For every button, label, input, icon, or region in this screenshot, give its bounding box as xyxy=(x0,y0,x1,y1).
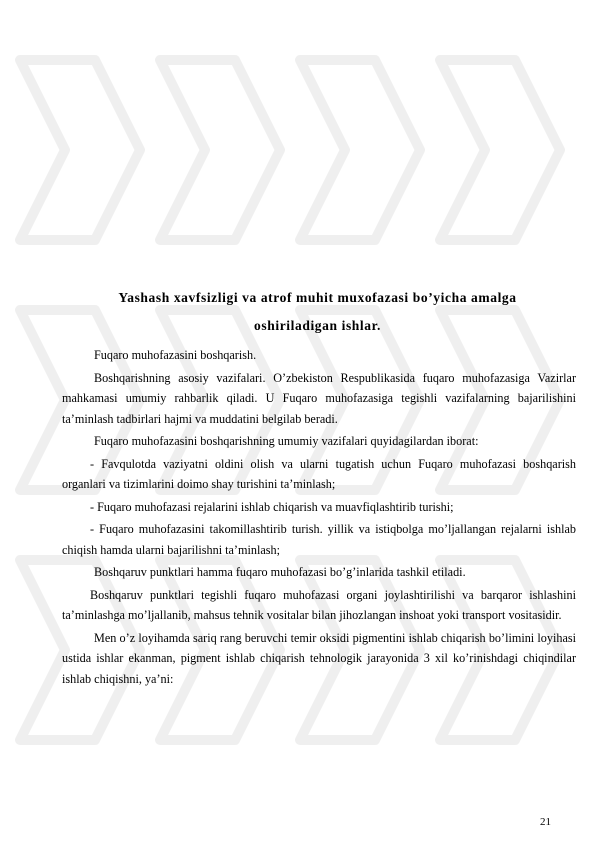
paragraph-control-points-definition: Boshqaruv punktlari tegishli fuqaro muhofazasi organi joylashtirilishi va barqaror ishlashini ta’minlashga mo’ljallanib, mahsus tehnik vositalar bilan jihozlangan inshoat yoki transport vositasidir. xyxy=(62,587,576,622)
title-line-1: Yashash xavfsizligi va atrof muhit muxofazasi bo’yicha amalga xyxy=(118,290,517,305)
list-item-plans: - Fuqaro muhofazasi rejalarini ishlab chiqarish va muavfiqlashtirib turishi; xyxy=(90,499,454,514)
paragraph-main-tasks: Boshqarishning asosiy vazifalari. O’zbekiston Respublikasida fuqaro muhofazasiga Vazirlar mahkamasi umumiy rahbarlik qiladi. U Fuqaro muhofazasiga tegishli vazifalarning bajarilishini ta’minlash tadbirlari hajmi va muddatini belgilab beradi. xyxy=(62,370,576,426)
list-item-improvement: - Fuqaro muhofazasini takomillashtirib turish. yillik va istiqbolga mo’ljallangan rejalarni ishlab chiqish hamda ularni bajarilishni ta’minlash; xyxy=(62,522,576,557)
paragraph-project-waste: Men o’z loyihamda sariq rang beruvchi temir oksidi pigmentini ishlab chiqarish bo’limini loyihasi ustida ishlar ekanman, pigment ishlab chiqarish tehnologik jarayonida 3 xil ko’rinishdagi chiqindilar ishlab chiqishni, ya’ni: xyxy=(62,630,576,686)
document-title xyxy=(60,284,575,340)
paragraph-heading-management: Fuqaro muhofazasini boshqarish. xyxy=(94,348,257,362)
page-number: 21 xyxy=(540,816,551,828)
document-body xyxy=(62,345,576,691)
list-item-readiness: - Favqulotda vaziyatni oldini olish va ularni tugatish uchun Fuqaro muhofazasi boshqarish organlari va tizimlarini doimo shay turishini ta’minlash; xyxy=(62,456,576,491)
paragraph-general-tasks-intro: Fuqaro muhofazasini boshqarishning umumiy vazifalari quyidagilardan iborat: xyxy=(94,434,479,448)
title-line-2: oshiriladigan ishlar. xyxy=(254,318,381,333)
paragraph-control-points: Boshqaruv punktlari hamma fuqaro muhofazasi bo’g’inlarida tashkil etiladi. xyxy=(94,565,466,579)
